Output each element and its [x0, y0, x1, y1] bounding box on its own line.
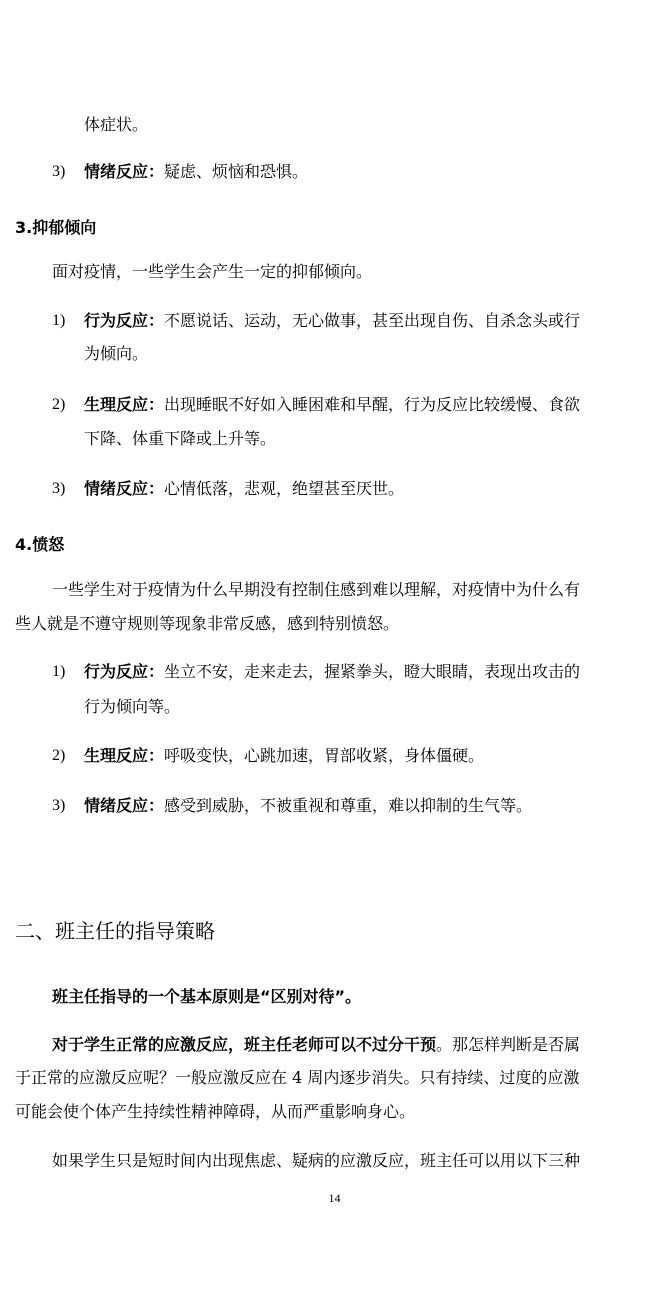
page-number: 14 [328, 1191, 341, 1205]
paragraph: 如果学生只是短时间内出现焦虑、疑病的应激反应，班主任可以用以下三种 [52, 1151, 581, 1170]
list-item-text: 呼吸变快，心跳加速，胃部收紧，身体僵硬。 [164, 746, 485, 765]
section-heading: 4.愤怒 [15, 535, 65, 554]
list-item [84, 395, 580, 415]
paragraph: 面对疫情，一些学生会产生一定的抑郁倾向。 [52, 262, 373, 281]
list-item [84, 796, 532, 816]
list-item-label: 生理反应： [84, 395, 165, 414]
paragraph-text: 。那怎样判断是否属 [436, 1035, 581, 1054]
list-item-label: 生理反应： [84, 746, 165, 765]
list-item [84, 746, 484, 766]
list-item-label: 情绪反应： [84, 162, 165, 181]
paragraph: 一些学生对于疫情为什么早期没有控制住感到难以理解，对疫情中为什么有 [52, 580, 581, 599]
paragraph-continuation: 可能会使个体产生持续性精神障碍，从而严重影响身心。 [15, 1102, 416, 1121]
paragraph-continuation: 些人就是不遵守规则等现象非常反感，感到特别愤怒。 [15, 614, 400, 633]
list-number: 3) [52, 163, 66, 180]
list-item-label: 情绪反应： [84, 479, 165, 498]
section-heading: 3.抑郁倾向 [15, 218, 97, 237]
list-item-text: 感受到威胁，不被重视和尊重，难以抑制的生气等。 [164, 796, 533, 815]
list-item [84, 479, 404, 499]
list-item-label: 行为反应： [84, 311, 165, 330]
list-item-text: 不愿说话、运动，无心做事，甚至出现自伤、自杀念头或行 [164, 311, 581, 330]
chapter-heading: 二、班主任的指导策略 [15, 919, 215, 943]
list-item-continuation: 行为倾向等。 [84, 697, 181, 716]
list-item-label: 行为反应： [84, 662, 165, 681]
list-item-text: 出现睡眠不好如入睡困难和早醒，行为反应比较缓慢、食欲 [164, 395, 581, 414]
list-item-label: 情绪反应： [84, 796, 165, 815]
list-item [84, 162, 308, 182]
list-number: 3) [52, 480, 66, 497]
paragraph-emphasis: 对于学生正常的应激反应，班主任老师可以不过分干预 [52, 1035, 437, 1054]
paragraph-continuation: 于正常的应激反应呢？一般应激反应在 4 周内逐步消失。只有持续、过度的应激 [15, 1068, 580, 1087]
list-item [84, 662, 580, 682]
list-number: 2) [52, 747, 66, 764]
list-number: 3) [52, 797, 66, 814]
list-item-text: 坐立不安，走来走去，握紧拳头，瞪大眼睛，表现出攻击的 [164, 662, 581, 681]
list-item-continuation: 为倾向。 [84, 344, 149, 363]
list-item-text: 心情低落，悲观，绝望甚至厌世。 [164, 479, 405, 498]
list-number: 1) [52, 312, 66, 329]
list-number: 1) [52, 663, 66, 680]
list-item-continuation: 下降、体重下降或上升等。 [84, 429, 277, 448]
paragraph [52, 1035, 580, 1055]
list-item-text: 疑虑、烦恼和恐惧。 [164, 162, 309, 181]
principle-statement: 班主任指导的一个基本原则是“区别对待”。 [52, 987, 362, 1006]
continued-text: 体症状。 [84, 115, 149, 134]
list-number: 2) [52, 396, 66, 413]
list-item [84, 311, 580, 331]
